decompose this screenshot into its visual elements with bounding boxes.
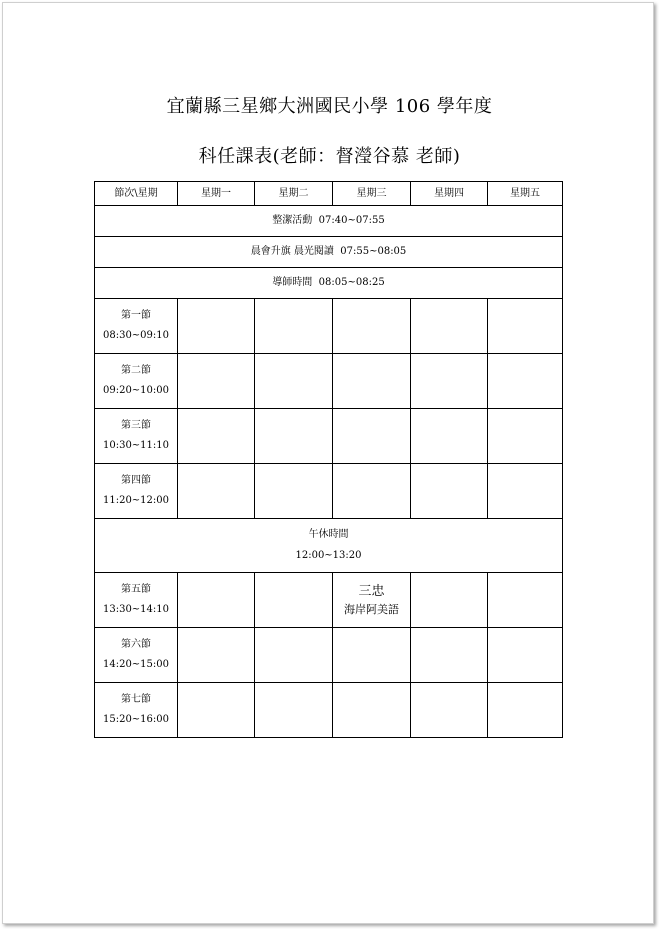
band-cell [95, 206, 563, 237]
slot-cell [333, 409, 411, 464]
period-name: 第四節 [121, 475, 151, 486]
band-time: 07:55~08:05 [340, 246, 407, 257]
period-row-7 [95, 683, 563, 738]
slot-cell [411, 409, 488, 464]
slot-cell [178, 573, 255, 628]
period-cell [95, 683, 178, 738]
period-name: 第五節 [121, 584, 151, 595]
band-label: 導師時間 [272, 277, 313, 288]
period-time: 09:20~10:00 [102, 385, 169, 396]
slot-cell [178, 354, 255, 409]
slot-cell [333, 354, 411, 409]
lunch-time: 12:00~13:20 [295, 550, 362, 561]
subject-name: 海岸阿美語 [344, 603, 399, 617]
slot-cell [333, 464, 411, 519]
slot-cell [178, 464, 255, 519]
day-header-tue: 星期二 [255, 182, 333, 206]
period-row-4 [95, 464, 563, 519]
day-header-mon: 星期一 [178, 182, 255, 206]
slot-cell [488, 299, 563, 354]
band-time: 07:40~07:55 [318, 215, 385, 226]
band-label: 晨會升旗 晨光閱讀 [250, 246, 334, 257]
band-cell [95, 237, 563, 268]
slot-cell [488, 464, 563, 519]
slot-cell [488, 573, 563, 628]
day-header-fri: 星期五 [488, 182, 563, 206]
lunch-cell [95, 519, 563, 573]
slot-cell [488, 628, 563, 683]
period-time: 08:30~09:10 [102, 330, 169, 341]
slot-cell [411, 354, 488, 409]
slot-cell [488, 409, 563, 464]
slot-cell [411, 299, 488, 354]
slot-cell [255, 409, 333, 464]
period-time: 15:20~16:00 [102, 714, 169, 725]
period-cell [95, 299, 178, 354]
period-row-6 [95, 628, 563, 683]
period-name: 第六節 [121, 639, 151, 650]
slot-cell [255, 683, 333, 738]
slot-cell [178, 409, 255, 464]
slot-cell [333, 299, 411, 354]
band-cell [95, 268, 563, 299]
period-name: 第二節 [121, 365, 151, 376]
corner-cell: 節次\星期 [95, 182, 178, 206]
period-name: 第七節 [121, 694, 151, 705]
band-row-assembly [95, 237, 563, 268]
day-header-thu: 星期四 [411, 182, 488, 206]
slot-cell [488, 683, 563, 738]
slot-cell [333, 628, 411, 683]
period-row-2 [95, 354, 563, 409]
period-time: 10:30~11:10 [102, 440, 169, 451]
period-cell [95, 464, 178, 519]
period-cell [95, 354, 178, 409]
slot-cell [178, 299, 255, 354]
period-name: 第一節 [121, 310, 151, 321]
slot-cell [411, 464, 488, 519]
lunch-label: 午休時間 [308, 529, 349, 540]
schedule-title: 科任課表(老師：督瀅谷慕 老師) [198, 146, 461, 167]
period-time: 14:20~15:00 [102, 659, 169, 670]
slot-cell [411, 628, 488, 683]
period-time: 13:30~14:10 [102, 604, 169, 615]
slot-cell [411, 573, 488, 628]
slot-cell [255, 354, 333, 409]
slot-cell [488, 354, 563, 409]
slot-cell [411, 683, 488, 738]
slot-cell [178, 628, 255, 683]
period-cell [95, 628, 178, 683]
slot-cell [255, 628, 333, 683]
slot-cell [255, 573, 333, 628]
period-time: 11:20~12:00 [102, 495, 169, 506]
slot-cell [333, 683, 411, 738]
lunch-row [95, 519, 563, 573]
period-row-5 [95, 573, 563, 628]
slot-cell [255, 464, 333, 519]
day-header-wed: 星期三 [333, 182, 411, 206]
band-row-cleaning [95, 206, 563, 237]
period-row-3 [95, 409, 563, 464]
period-name: 第三節 [121, 420, 151, 431]
class-name: 三忠 [358, 583, 385, 599]
schedule-table [94, 181, 563, 738]
school-title: 宜蘭縣三星鄉大洲國民小學 106 學年度 [166, 96, 493, 117]
band-label: 整潔活動 [272, 215, 313, 226]
period-row-1 [95, 299, 563, 354]
period-cell [95, 573, 178, 628]
slot-cell [255, 299, 333, 354]
period-cell [95, 409, 178, 464]
class-slot-wed-p5 [333, 573, 411, 628]
band-row-homeroom [95, 268, 563, 299]
header-row [95, 182, 563, 206]
slot-cell [178, 683, 255, 738]
band-time: 08:05~08:25 [318, 277, 385, 288]
